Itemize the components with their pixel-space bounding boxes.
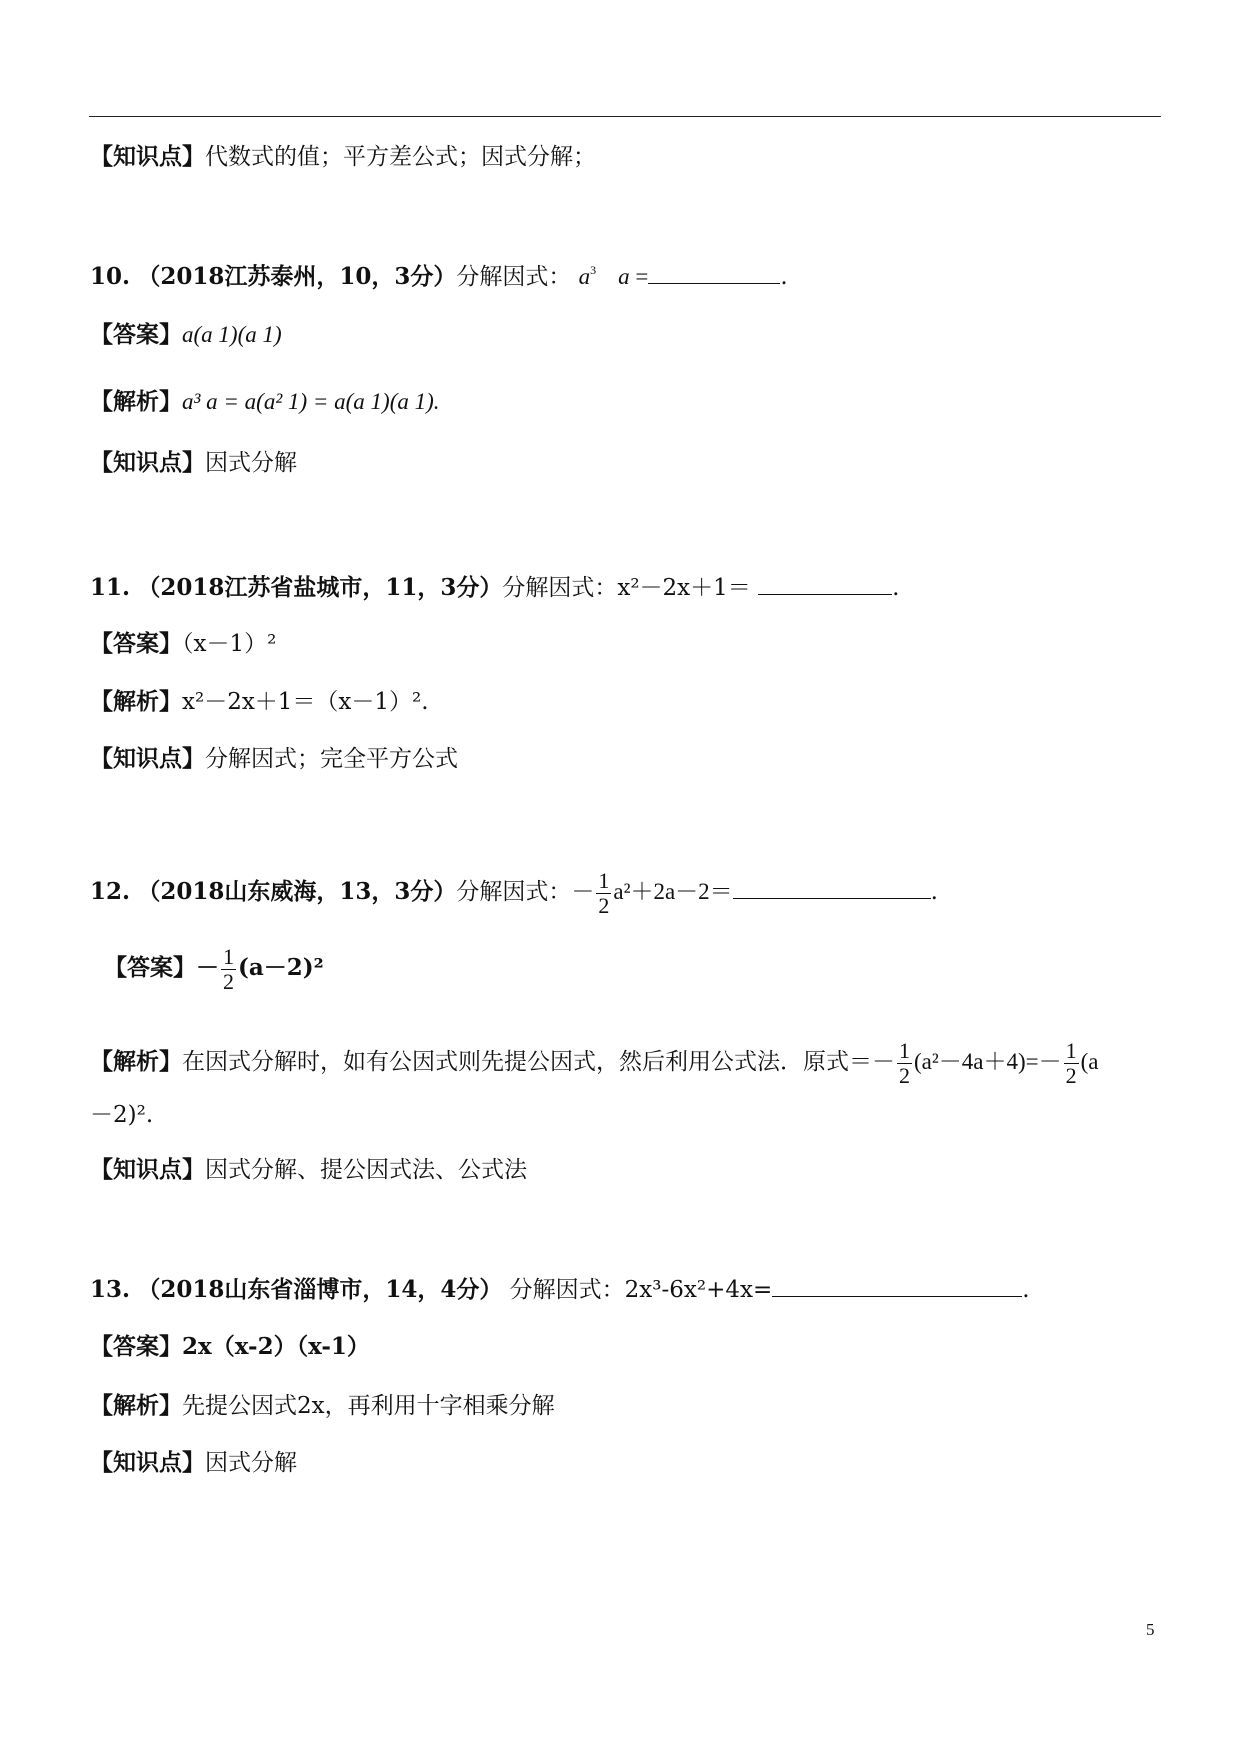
knowledge-label: 【知识点】 (90, 745, 205, 772)
knowledge-label: 【知识点】 (90, 1449, 205, 1476)
analysis-label: 【解析】 (90, 1048, 182, 1075)
answer-label: 【答案】 (90, 321, 182, 348)
q10-question: 10. （2018江苏泰州，10，3分）分解因式： $a^3$ a = . (90, 263, 788, 290)
analysis-label: 【解析】 (90, 688, 182, 715)
q11-knowledge: 【知识点】分解因式；完全平方公式 (90, 745, 458, 772)
q12-analysis-cont: －2)². (90, 1102, 154, 1128)
answer-blank (733, 878, 931, 899)
q9-knowledge: 【知识点】代数式的值；平方差公式；因式分解； (90, 143, 596, 170)
q10-answer: 【答案】a(a 1)(a 1) (90, 321, 282, 348)
analysis-label: 【解析】 (90, 1392, 182, 1419)
answer-label: 【答案】 (104, 954, 196, 981)
q10-knowledge: 【知识点】因式分解 (90, 449, 297, 476)
fraction-half: $\frac{1}{2}$ (223, 943, 234, 994)
q11-answer: 【答案】（x－1）² (90, 630, 277, 657)
knowledge-label: 【知识点】 (90, 449, 205, 476)
q11-analysis: 【解析】x²－2x＋1＝（x－1）². (90, 688, 429, 715)
fraction-half: $\frac{1}{2}$ (1065, 1037, 1077, 1088)
fraction-half: $\frac{1}{2}$ (899, 1037, 910, 1088)
knowledge-label: 【知识点】 (90, 143, 205, 170)
knowledge-label: 【知识点】 (90, 1156, 205, 1183)
answer-blank (758, 574, 892, 595)
q13-analysis: 【解析】先提公因式2x，再利用十字相乘分解 (90, 1392, 555, 1419)
q12-analysis: 【解析】在因式分解时，如有公因式则先提公因式，然后利用公式法．原式＝－ $\frac{1}{2}$ (a²－4a＋4)=－ $\frac{1}{2}$ (a (90, 1037, 1099, 1088)
q11-question: 11. （2018江苏省盐城市，11，3分）分解因式：x²－2x＋1＝ . (90, 574, 900, 601)
page-number: 5 (1146, 1620, 1155, 1639)
q13-knowledge: 【知识点】因式分解 (90, 1449, 297, 1476)
q10-analysis: 【解析】a³ a = a(a² 1) = a(a 1)(a 1). (90, 388, 440, 415)
q13-answer: 【答案】2x（x-2）（x-1） (90, 1333, 370, 1360)
fraction-half: $\frac{1}{2}$ (598, 867, 610, 918)
q13-question: 13. （2018山东省淄博市，14，4分） 分解因式：2x³-6x²+4x= . (90, 1276, 1030, 1303)
q12-knowledge: 【知识点】因式分解、提公因式法、公式法 (90, 1156, 527, 1183)
q12-question: 12. （2018山东威海，13，3分）分解因式：－ $\frac{1}{2}$ a²＋2a－2＝ . (90, 867, 938, 918)
header-rule (89, 116, 1161, 117)
answer-blank (772, 1276, 1022, 1297)
answer-blank (648, 263, 780, 284)
analysis-label: 【解析】 (90, 388, 182, 415)
answer-label: 【答案】 (90, 630, 182, 657)
q12-answer: 【答案】－ $\frac{1}{2}$ (a－2)² (104, 943, 324, 994)
answer-label: 【答案】 (90, 1333, 182, 1360)
